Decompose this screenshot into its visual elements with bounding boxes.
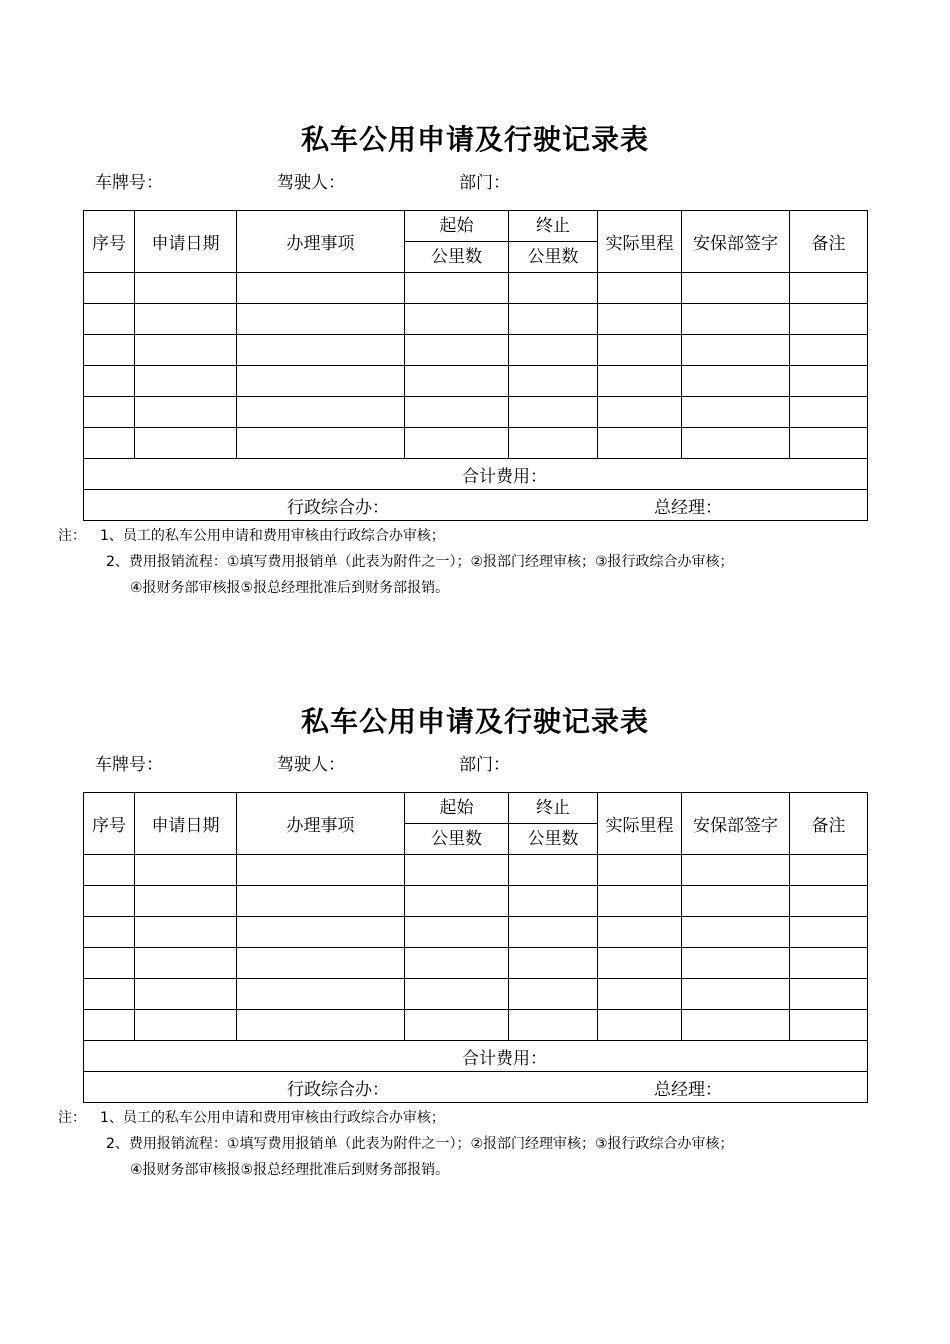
header-end bbox=[509, 793, 598, 855]
note-line-2: 2、费用报销流程：①填写费用报销单（此表为附件之一）；②报部门经理审核；③报行政综合办审核； bbox=[106, 1136, 734, 1152]
plate-label: 车牌号： bbox=[95, 173, 163, 193]
header-start bbox=[405, 793, 509, 855]
table-row bbox=[84, 428, 868, 459]
header-seq: 序号 bbox=[84, 793, 135, 855]
header-remarks: 备注 bbox=[790, 793, 868, 855]
admin-office-label: 行政综合办： bbox=[287, 1079, 389, 1100]
header-start bbox=[405, 211, 509, 273]
note-line-1: 1、员工的私车公用申请和费用审核由行政综合办审核； bbox=[100, 528, 445, 544]
table-row bbox=[84, 855, 868, 886]
header-mileage: 实际里程 bbox=[598, 793, 682, 855]
total-cost-label: 合计费用： bbox=[462, 466, 547, 487]
header-date: 申请日期 bbox=[135, 211, 237, 273]
table-row bbox=[84, 886, 868, 917]
table-row bbox=[84, 335, 868, 366]
table-row bbox=[84, 304, 868, 335]
note-line-3: ④报财务部审核报⑤报总经理批准后到财务部报销。 bbox=[130, 1162, 450, 1178]
total-cost-row[interactable] bbox=[84, 459, 868, 490]
signature-row[interactable] bbox=[84, 1072, 868, 1103]
record-table bbox=[83, 792, 868, 1103]
header-start-top: 起始 bbox=[405, 211, 508, 242]
header-seq: 序号 bbox=[84, 211, 135, 273]
total-cost-row[interactable] bbox=[84, 1041, 868, 1072]
header-start-top: 起始 bbox=[405, 793, 508, 824]
header-start-bottom: 公里数 bbox=[431, 247, 482, 267]
header-remarks: 备注 bbox=[790, 211, 868, 273]
note-line-2: 2、费用报销流程：①填写费用报销单（此表为附件之一）；②报部门经理审核；③报行政综合办审核； bbox=[106, 554, 734, 570]
dept-label: 部门： bbox=[459, 755, 510, 775]
header-end-bottom: 公里数 bbox=[527, 247, 579, 267]
header-end bbox=[509, 211, 598, 273]
driver-label: 驾驶人： bbox=[277, 755, 345, 775]
plate-label: 车牌号： bbox=[95, 755, 163, 775]
header-matter: 办理事项 bbox=[237, 211, 405, 273]
signature-row[interactable] bbox=[84, 490, 868, 521]
notes-prefix: 注： bbox=[58, 528, 86, 544]
table-row bbox=[84, 948, 868, 979]
driver-label: 驾驶人： bbox=[277, 173, 345, 193]
table-row bbox=[84, 366, 868, 397]
form-1 bbox=[0, 118, 950, 638]
form-title: 私车公用申请及行驶记录表 bbox=[300, 705, 649, 738]
table-row bbox=[84, 979, 868, 1010]
general-manager-label: 总经理： bbox=[654, 1079, 722, 1100]
table-row bbox=[84, 1010, 868, 1041]
total-cost-label: 合计费用： bbox=[462, 1048, 547, 1069]
header-date: 申请日期 bbox=[135, 793, 237, 855]
note-line-3: ④报财务部审核报⑤报总经理批准后到财务部报销。 bbox=[130, 580, 450, 596]
admin-office-label: 行政综合办： bbox=[287, 497, 389, 518]
notes-prefix: 注： bbox=[58, 1110, 86, 1126]
general-manager-label: 总经理： bbox=[654, 497, 722, 518]
header-matter: 办理事项 bbox=[237, 793, 405, 855]
header-mileage: 实际里程 bbox=[598, 211, 682, 273]
form-2 bbox=[0, 700, 950, 1220]
header-security: 安保部签字 bbox=[682, 793, 790, 855]
table-row bbox=[84, 917, 868, 948]
header-end-top: 终止 bbox=[509, 793, 597, 824]
header-end-top: 终止 bbox=[509, 211, 597, 242]
note-line-1: 1、员工的私车公用申请和费用审核由行政综合办审核； bbox=[100, 1110, 445, 1126]
header-security: 安保部签字 bbox=[682, 211, 790, 273]
table-row bbox=[84, 397, 868, 428]
header-end-bottom: 公里数 bbox=[527, 829, 579, 849]
header-start-bottom: 公里数 bbox=[431, 829, 482, 849]
form-title: 私车公用申请及行驶记录表 bbox=[300, 123, 649, 156]
dept-label: 部门： bbox=[459, 173, 510, 193]
record-table bbox=[83, 210, 868, 521]
table-row bbox=[84, 273, 868, 304]
